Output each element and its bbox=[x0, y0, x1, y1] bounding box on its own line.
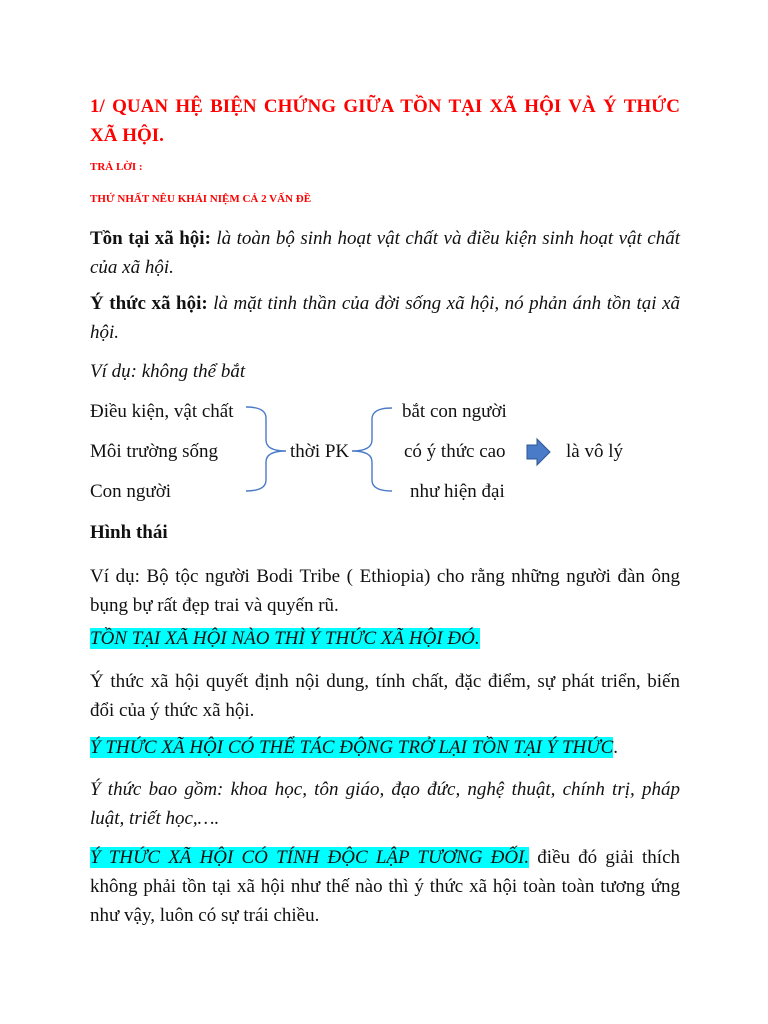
form-heading: Hình thái bbox=[90, 522, 168, 543]
diagram-right-item: bắt con người bbox=[402, 401, 507, 422]
consciousness-paragraph: Ý thức xã hội quyết định nội dung, tính chất, đặc điểm, sự phát triển, biến đổi của ý thức xã hội. bbox=[90, 671, 680, 721]
left-brace-icon bbox=[352, 408, 392, 491]
example-bodi-tribe: Ví dụ: Bộ tộc người Bodi Tribe ( Ethiopia) cho rằng những người đàn ông bụng bự rất đẹp trai và quyến rũ. bbox=[90, 566, 680, 616]
definition-text: là mặt tinh thần của đời sống xã hội, nó phản ánh tồn tại xã hội. bbox=[90, 293, 680, 343]
relative-independence-paragraph bbox=[90, 843, 680, 930]
highlight-statement bbox=[90, 736, 618, 760]
highlight-end: . bbox=[613, 737, 619, 758]
definition-term: Ý thức xã hội: bbox=[90, 293, 208, 314]
right-brace-icon bbox=[246, 407, 286, 491]
answer-label: TRẢ LỜI : bbox=[90, 161, 143, 173]
first-point-label: THỨ NHẤT NÊU KHÁI NIỆM CẢ 2 VẤN ĐỀ bbox=[90, 193, 312, 205]
highlight-text: TỒN TẠI XÃ HỘI NÀO THÌ Ý THỨC XÃ HỘI ĐÓ. bbox=[90, 628, 480, 649]
diagram-left-item: Điều kiện, vật chất bbox=[90, 401, 234, 422]
diagram-middle-label: thời PK bbox=[290, 441, 350, 462]
question-heading: 1/ QUAN HỆ BIỆN CHỨNG GIỮA TỒN TẠI XÃ HỘI VÀ Ý THỨC XÃ HỘI. bbox=[90, 96, 680, 146]
diagram-left-item: Con người bbox=[90, 481, 172, 502]
example-intro: Ví dụ: không thể bắt bbox=[90, 361, 246, 382]
definition-text: là toàn bộ sinh hoạt vật chất và điều kiện sinh hoạt vật chất của xã hội. bbox=[90, 228, 680, 278]
definition-term: Tồn tại xã hội: bbox=[90, 228, 211, 249]
explanation-text: điều đó giải thích không phải tồn tại xã hội như thế nào thì ý thức xã hội toàn toàn tương ứng như vậy, luôn có sự trái chiều. bbox=[90, 847, 680, 926]
highlight-text: Ý THỨC XÃ HỘI CÓ THỂ TÁC ĐỘNG TRỞ LẠI TỒN TẠI Ý THỨC bbox=[90, 737, 614, 758]
diagram-result: là vô lý bbox=[566, 441, 623, 462]
highlight-text: Ý THỨC XÃ HỘI CÓ TÍNH ĐỘC LẬP TƯƠNG ĐỐI. bbox=[90, 847, 530, 868]
consciousness-includes: Ý thức bao gồm: khoa học, tôn giáo, đạo đức, nghệ thuật, chính trị, pháp luật, triết học,…. bbox=[90, 779, 680, 829]
highlight-statement bbox=[90, 627, 480, 651]
diagram-right-item: như hiện đại bbox=[410, 481, 505, 502]
right-arrow-icon bbox=[527, 439, 550, 465]
diagram-left-item: Môi trường sống bbox=[90, 441, 219, 462]
diagram-right-item: có ý thức cao bbox=[404, 441, 506, 462]
